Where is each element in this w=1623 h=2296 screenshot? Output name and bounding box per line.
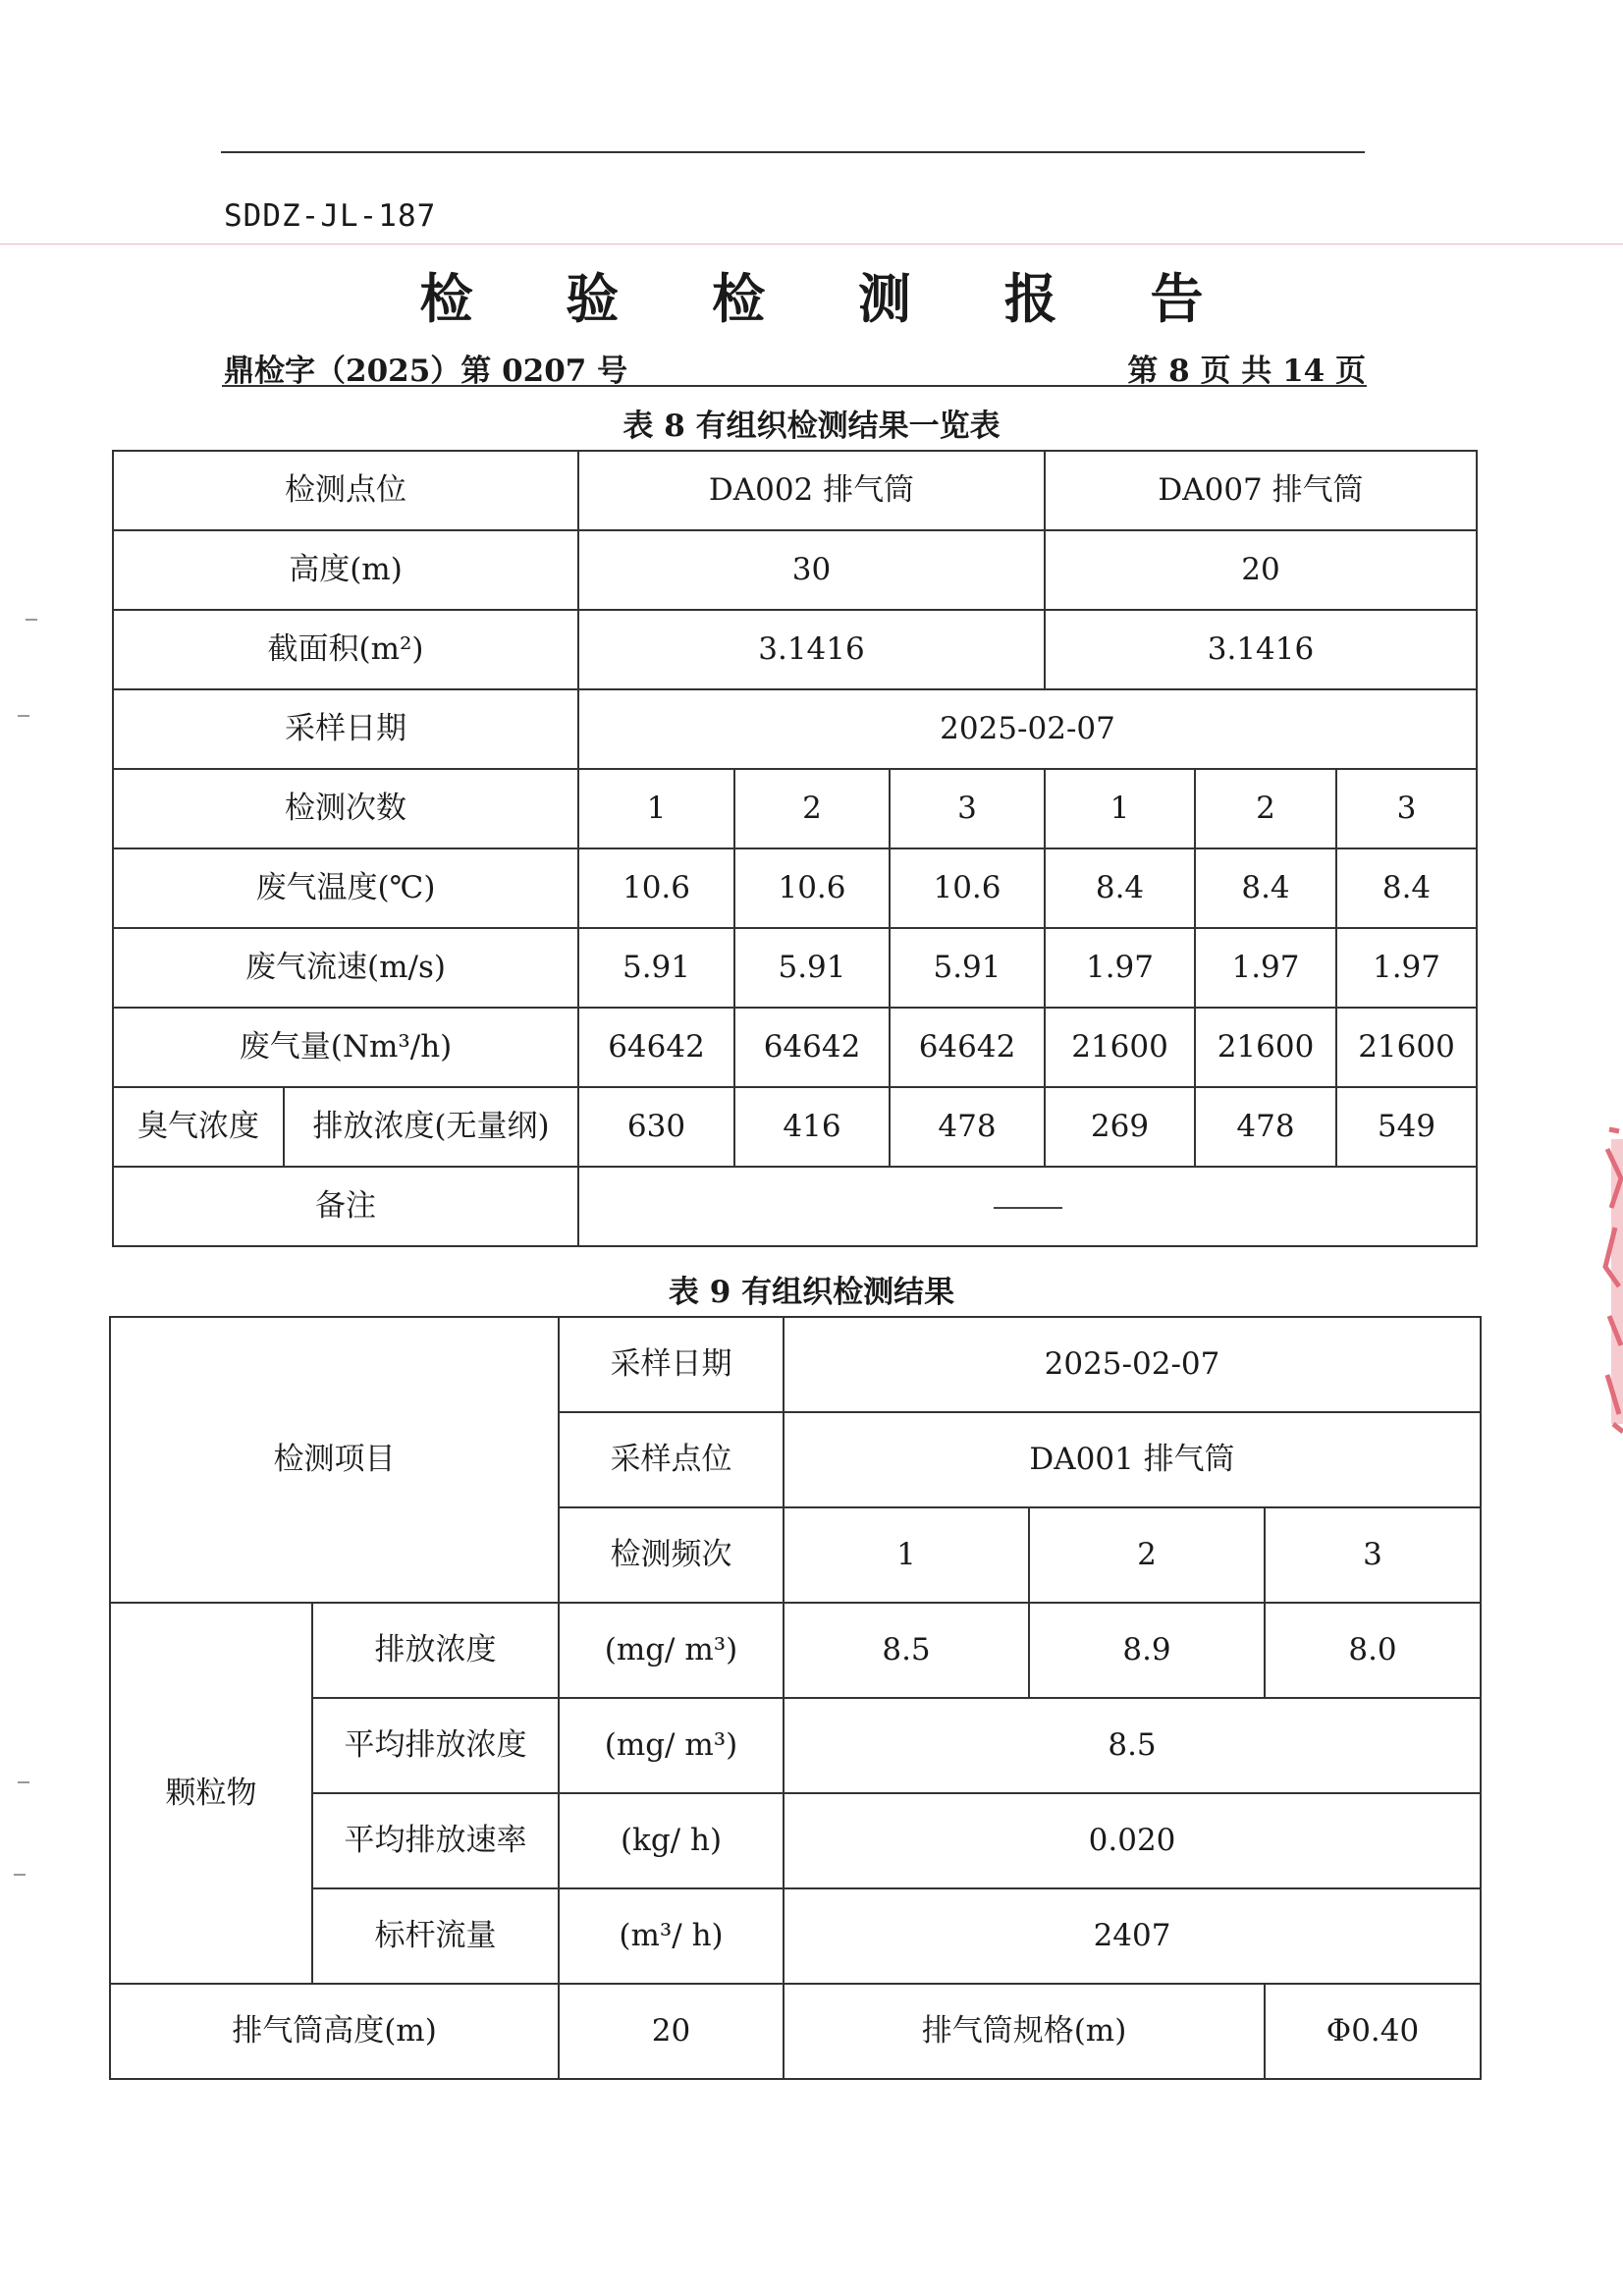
point-label: 检测点位 <box>113 451 578 530</box>
table9-caption: 表 9 有组织检测结果 <box>668 1275 955 1310</box>
conc-unit: (mg/ m³) <box>559 1603 784 1698</box>
temp-cell: 8.4 <box>1045 848 1195 928</box>
doc-number: 鼎检字（2025）第 0207 号 <box>224 354 628 389</box>
temp-cell: 8.4 <box>1195 848 1336 928</box>
form-code: SDDZ-JL-187 <box>224 198 437 234</box>
count-cell: 3 <box>1336 769 1477 848</box>
point-a: DA002 排气筒 <box>578 451 1045 530</box>
scan-mark <box>14 1874 26 1876</box>
point-b: DA007 排气筒 <box>1045 451 1477 530</box>
odor-cell: 630 <box>578 1087 734 1167</box>
subheader-rule <box>222 385 1367 387</box>
table8-caption: 表 8 有组织检测结果一览表 <box>622 409 1001 444</box>
std-flow-value: 2407 <box>784 1888 1481 1984</box>
stack-spec-value: Φ0.40 <box>1265 1984 1481 2079</box>
freq-cell: 2 <box>1029 1507 1265 1603</box>
count-label: 检测次数 <box>113 769 578 848</box>
avg-rate-unit: (kg/ h) <box>559 1793 784 1888</box>
temp-cell: 10.6 <box>890 848 1045 928</box>
count-cell: 2 <box>1195 769 1336 848</box>
count-cell: 2 <box>734 769 890 848</box>
flow-cell: 64642 <box>734 1008 890 1087</box>
conc-cell: 8.0 <box>1265 1603 1481 1698</box>
freq-cell: 3 <box>1265 1507 1481 1603</box>
avg-conc-unit: (mg/ m³) <box>559 1698 784 1793</box>
temp-cell: 10.6 <box>578 848 734 928</box>
temp-cell: 10.6 <box>734 848 890 928</box>
odor-label: 臭气浓度 <box>113 1087 284 1167</box>
table-row <box>110 1793 1481 1888</box>
std-flow-unit: (m³/ h) <box>559 1888 784 1984</box>
table-row <box>113 689 1477 769</box>
velocity-label: 废气流速(m/s) <box>113 928 578 1008</box>
stack-height-label: 排气筒高度(m) <box>110 1984 559 2079</box>
velocity-cell: 1.97 <box>1336 928 1477 1008</box>
height-b: 20 <box>1045 530 1477 610</box>
odor-cell: 478 <box>890 1087 1045 1167</box>
sample-point: DA001 排气筒 <box>784 1412 1481 1507</box>
table-row <box>113 848 1477 928</box>
temp-cell: 8.4 <box>1336 848 1477 928</box>
table-row <box>113 1008 1477 1087</box>
table-row <box>113 1167 1477 1246</box>
scan-mark <box>18 715 29 717</box>
item-label: 检测项目 <box>110 1317 559 1603</box>
sample-date: 2025-02-07 <box>784 1317 1481 1412</box>
odor-sub-label: 排放浓度(无量纲) <box>284 1087 578 1167</box>
table-row <box>110 1698 1481 1793</box>
table-row <box>113 530 1477 610</box>
seal-stamp-edge <box>1590 1120 1623 1434</box>
table-row <box>110 1888 1481 1984</box>
count-cell: 3 <box>890 769 1045 848</box>
table-row <box>113 610 1477 689</box>
conc-label: 排放浓度 <box>312 1603 559 1698</box>
flow-cell: 64642 <box>890 1008 1045 1087</box>
table-row <box>110 1317 1481 1412</box>
scan-mark <box>26 619 37 621</box>
freq-cell: 1 <box>784 1507 1029 1603</box>
remark-value <box>578 1167 1477 1246</box>
height-label: 高度(m) <box>113 530 578 610</box>
scan-line <box>0 244 1623 245</box>
flow-cell: 21600 <box>1195 1008 1336 1087</box>
area-b: 3.1416 <box>1045 610 1477 689</box>
velocity-cell: 5.91 <box>734 928 890 1008</box>
header-rule <box>221 151 1365 153</box>
odor-cell: 416 <box>734 1087 890 1167</box>
velocity-cell: 1.97 <box>1195 928 1336 1008</box>
count-cell: 1 <box>1045 769 1195 848</box>
velocity-cell: 1.97 <box>1045 928 1195 1008</box>
flow-cell: 64642 <box>578 1008 734 1087</box>
flow-cell: 21600 <box>1045 1008 1195 1087</box>
conc-cell: 8.9 <box>1029 1603 1265 1698</box>
stack-height-value: 20 <box>559 1984 784 2079</box>
page-info: 第 8 页 共 14 页 <box>1127 354 1366 389</box>
table9 <box>109 1316 1482 2080</box>
area-a: 3.1416 <box>578 610 1045 689</box>
table8 <box>112 450 1478 1247</box>
report-title: 检 验 检 测 报 告 <box>419 267 1241 330</box>
point-label: 采样点位 <box>559 1412 784 1507</box>
conc-cell: 8.5 <box>784 1603 1029 1698</box>
velocity-cell: 5.91 <box>578 928 734 1008</box>
date-label: 采样日期 <box>113 689 578 769</box>
pm-label: 颗粒物 <box>110 1603 312 1984</box>
area-label: 截面积(m²) <box>113 610 578 689</box>
avg-rate-label: 平均排放速率 <box>312 1793 559 1888</box>
flow-label: 废气量(Nm³/h) <box>113 1008 578 1087</box>
avg-conc-label: 平均排放浓度 <box>312 1698 559 1793</box>
empty-dash <box>994 1207 1062 1209</box>
table-row <box>113 451 1477 530</box>
count-cell: 1 <box>578 769 734 848</box>
remark-label: 备注 <box>113 1167 578 1246</box>
table-row <box>110 1984 1481 2079</box>
table-row <box>113 1087 1477 1167</box>
odor-cell: 549 <box>1336 1087 1477 1167</box>
avg-conc-value: 8.5 <box>784 1698 1481 1793</box>
scan-mark <box>18 1781 29 1783</box>
table-row <box>113 769 1477 848</box>
stack-spec-label: 排气筒规格(m) <box>784 1984 1265 2079</box>
flow-cell: 21600 <box>1336 1008 1477 1087</box>
velocity-cell: 5.91 <box>890 928 1045 1008</box>
freq-label: 检测频次 <box>559 1507 784 1603</box>
avg-rate-value: 0.020 <box>784 1793 1481 1888</box>
date-label: 采样日期 <box>559 1317 784 1412</box>
height-a: 30 <box>578 530 1045 610</box>
odor-cell: 478 <box>1195 1087 1336 1167</box>
std-flow-label: 标杆流量 <box>312 1888 559 1984</box>
table-row <box>113 928 1477 1008</box>
temp-label: 废气温度(℃) <box>113 848 578 928</box>
odor-cell: 269 <box>1045 1087 1195 1167</box>
sample-date: 2025-02-07 <box>578 689 1477 769</box>
table-row <box>110 1603 1481 1698</box>
